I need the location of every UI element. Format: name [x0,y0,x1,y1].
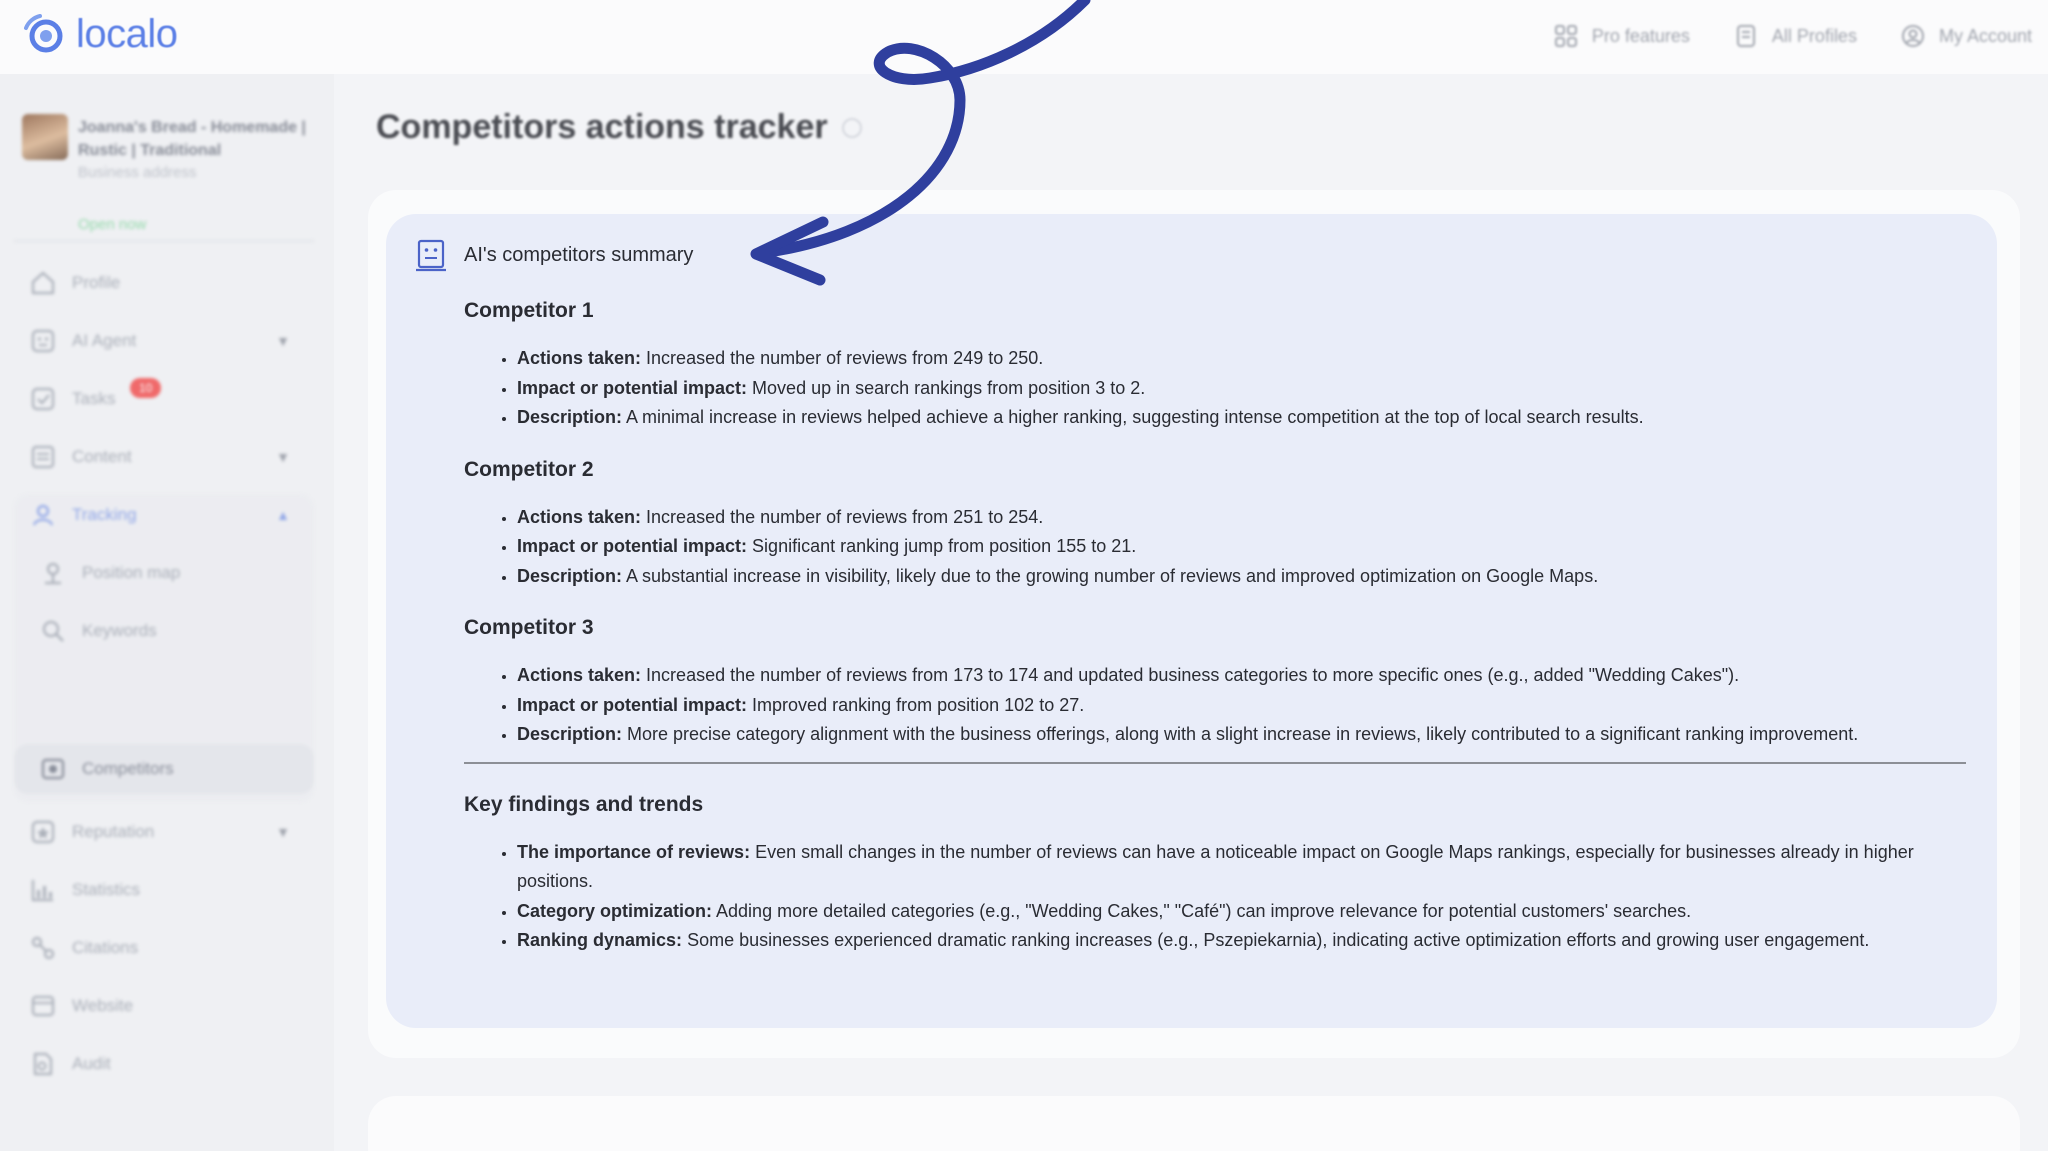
item-text: Increased the number of reviews from 173 to 174 and updated business categories to more specific ones (e.g., added "Wedding Cakes"). [646,665,1740,685]
sidebar-item-label: Audit [72,1054,111,1073]
item-label: Impact or potential impact: [517,536,748,556]
sidebar-item-label: Keywords [82,621,157,640]
sidebar-item-keywords[interactable] [14,606,314,656]
sidebar-item-label: Position map [82,563,181,582]
sidebar-item-ai-agent[interactable] [14,316,314,366]
pin-icon [40,560,66,586]
chevron-down-icon: ▼ [276,824,290,840]
sidebar-item-label: Tasks [72,389,116,408]
sidebar-item-content[interactable] [14,432,314,482]
item-text: Moved up in search rankings from position 3 to 2. [752,377,1146,398]
sidebar-item-statistics[interactable] [14,865,314,915]
item-text: Adding more detailed categories (e.g., "Wedding Cakes," "Café") can improve relevance for potential customers' searches. [716,900,1692,921]
sidebar-item-label: Content [72,447,132,466]
sidebar-item-label: AI Agent [72,331,137,350]
sidebar-item-website[interactable] [14,981,314,1031]
item-label: Description: [517,565,623,586]
list-item [517,661,1964,691]
item-label: Actions taken: [517,665,642,685]
list-item [517,691,1964,721]
sidebar-item-tracking[interactable] [14,490,314,540]
list-item [517,374,1964,404]
item-label: Category optimization: [517,900,713,921]
brand-logo[interactable] [20,10,178,58]
sidebar-item-label: Website [72,996,134,1015]
list-item [517,344,1964,374]
sidebar-item-citations[interactable] [14,923,314,973]
robot-icon [30,328,56,354]
audit-icon [30,1051,56,1077]
keywords-icon [40,618,66,644]
reputation-icon [30,819,56,845]
home-icon [30,270,56,296]
competitor-heading: Competitor 2 [464,457,594,481]
list-item [517,532,1964,562]
list-item [517,403,1964,433]
top-nav-label: All Profiles [1771,25,1857,46]
item-label: Actions taken: [517,348,642,368]
sidebar-item-tasks[interactable] [14,374,314,424]
sidebar-item-label: Reputation [72,822,155,841]
sidebar-item-competitors[interactable] [14,744,314,794]
avatar [22,114,68,160]
item-text: Increased the number of reviews from 251 to 254. [646,506,1044,527]
item-text: More precise category alignment with the business offerings, along with a slight increase in reviews, likely contributed to a significant ranking improvement. [627,724,1859,744]
top-nav-my-account[interactable] [1901,24,2032,48]
sidebar-item-position-map[interactable] [14,548,314,598]
business-name: Joanna's Bread - Homemade | Rustic | Traditional [78,119,306,159]
ai-summary-title: AI's competitors summary [464,243,694,266]
ai-summary-content [464,296,1964,956]
top-nav-label: Pro features [1591,25,1690,46]
top-nav-label: My Account [1938,25,2032,46]
findings-list [517,838,1964,956]
item-label: Ranking dynamics: [517,930,683,950]
ai-robot-icon [416,238,446,272]
item-label: Impact or potential impact: [517,694,748,715]
top-nav-pro-features[interactable] [1554,24,1690,48]
list-item [517,720,1964,750]
sidebar-item-label: Profile [72,273,121,292]
list-item [517,926,1964,956]
profiles-icon [1734,24,1758,48]
sidebar-item-profile[interactable] [14,258,314,308]
grid-icon [1554,24,1578,48]
sidebar-item-reputation[interactable] [14,807,314,857]
item-label: Actions taken: [517,506,642,527]
ai-summary-header [416,238,693,272]
website-icon [30,993,56,1019]
list-item [517,897,1964,927]
tasks-count-badge: 10 [130,378,161,398]
tracking-icon [30,502,56,528]
chevron-up-icon: ▲ [276,507,290,523]
item-text: Some businesses experienced dramatic ranking increases (e.g., Pszepiekarnia), indicating active optimization efforts and growing user engagement. [687,930,1870,950]
item-label: The importance of reviews: [517,841,751,862]
section-divider [464,762,1966,764]
competitor-details [517,661,1964,750]
item-text: A minimal increase in reviews helped achieve a higher ranking, suggesting intense competition at the top of local search results. [626,407,1644,427]
item-text: Improved ranking from position 102 to 27. [752,694,1085,715]
sidebar-item-label: Competitors [82,759,174,778]
business-address: Business address [78,164,197,181]
item-label: Description: [517,407,623,427]
top-nav-all-profiles[interactable] [1734,24,1857,48]
page-title-text: Competitors actions tracker [376,108,828,146]
sidebar-divider [14,240,314,242]
item-text: Significant ranking jump from position 155 to 21. [752,536,1137,556]
sidebar-item-label: Statistics [72,880,141,899]
sidebar-item-audit[interactable] [14,1039,314,1089]
list-item [517,503,1964,533]
item-text: Increased the number of reviews from 249 to 250. [646,348,1044,368]
page-title [376,108,862,147]
chart-icon [30,877,56,903]
item-text: Even small changes in the number of reviews can have a noticeable impact on Google Maps rankings, especially for businesses already in higher positions. [517,841,1914,891]
sidebar [0,74,334,1151]
business-status: Open now [78,216,147,233]
brand-name: localo [76,11,178,56]
chevron-down-icon: ▼ [276,333,290,349]
sidebar-item-label: Citations [72,938,139,957]
next-panel [368,1096,2020,1151]
top-bar [0,0,2048,74]
info-icon[interactable] [842,118,862,138]
competitor-details [517,344,1964,433]
list-item [517,838,1964,897]
competitor-details [517,503,1964,592]
item-label: Description: [517,724,623,744]
item-text: A substantial increase in visibility, likely due to the growing number of reviews and improved optimization on Google Maps. [626,565,1599,586]
competitor-heading: Competitor 3 [464,616,594,639]
user-circle-icon [1901,24,1925,48]
chevron-down-icon: ▼ [276,449,290,465]
competitor-heading: Competitor 1 [464,299,594,322]
citations-icon [30,935,56,961]
top-nav [1554,24,2032,48]
sidebar-item-label: Tracking [72,505,137,524]
competitors-icon [40,756,66,782]
list-item [517,562,1964,592]
logo-icon [20,10,68,58]
item-label: Impact or potential impact: [517,377,748,398]
checkbox-icon [30,386,56,412]
content-icon [30,444,56,470]
findings-heading: Key findings and trends [464,792,704,816]
